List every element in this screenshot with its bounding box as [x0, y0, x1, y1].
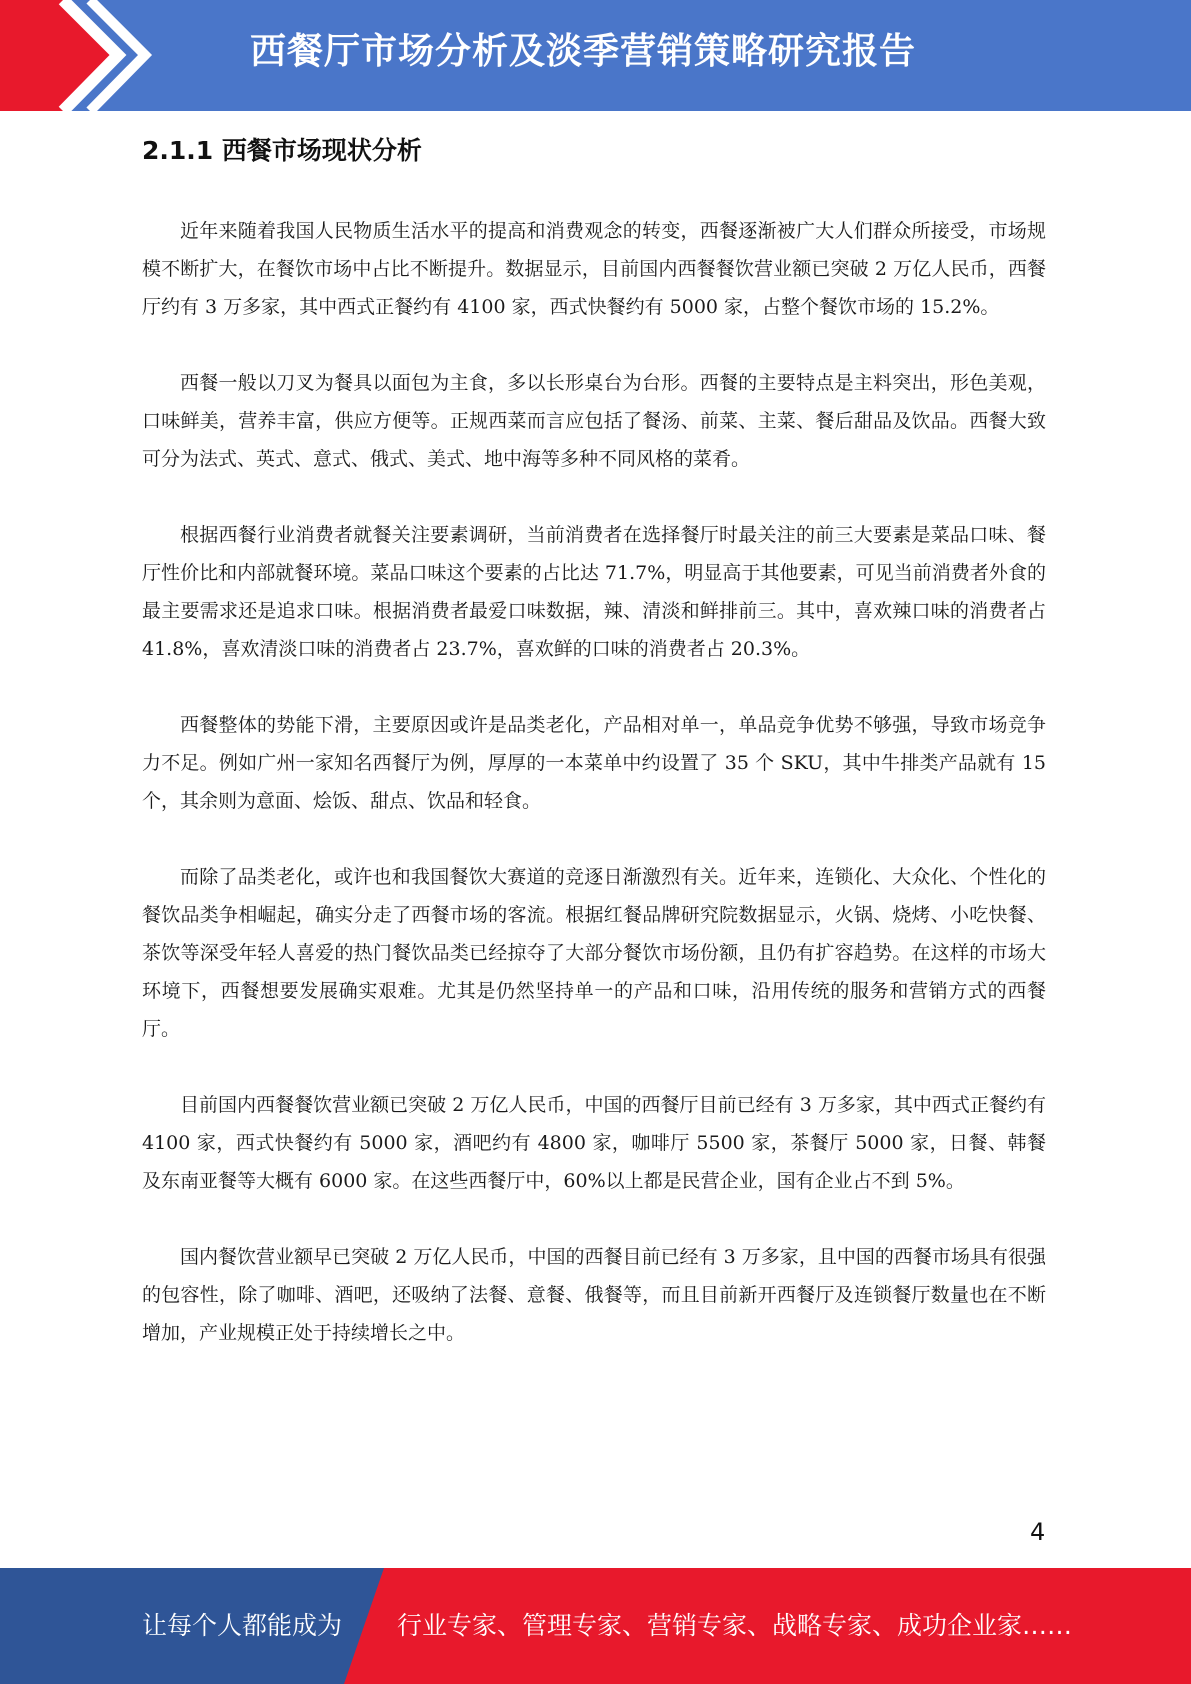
page-header: [0, 0, 1191, 111]
paragraph: 西餐整体的势能下滑，主要原因或许是品类老化，产品相对单一，单品竞争优势不够强，导致市场竞争力不足。例如广州一家知名西餐厅为例，厚厚的一本菜单中约设置了 35 个 SKU，其中牛排类产品就有 15 个，其余则为意面、烩饭、甜点、饮品和轻食。: [142, 714, 1046, 812]
paragraph: 西餐一般以刀叉为餐具以面包为主食，多以长形桌台为台形。西餐的主要特点是主料突出，形色美观，口味鲜美，营养丰富，供应方便等。正规西菜而言应包括了餐汤、前菜、主菜、餐后甜品及饮品。西餐大致可分为法式、英式、意式、俄式、美式、地中海等多种不同风格的菜肴。: [142, 372, 1046, 470]
paragraph: 近年来随着我国人民物质生活水平的提高和消费观念的转变，西餐逐渐被广大人们群众所接受，市场规模不断扩大，在餐饮市场中占比不断提升。数据显示，目前国内西餐餐饮营业额已突破 2 万亿人民币，西餐厅约有 3 万多家，其中西式正餐约有 4100 家，西式快餐约有 5000 家，占整个餐饮市场的 15.2%。: [142, 220, 1046, 318]
page-footer: [0, 1568, 1191, 1684]
page-number: 4: [1030, 1518, 1046, 1546]
chevron-arrow-icon: [0, 0, 160, 111]
paragraph: 而除了品类老化，或许也和我国餐饮大赛道的竞逐日渐激烈有关。近年来，连锁化、大众化、个性化的餐饮品类争相崛起，确实分走了西餐市场的客流。根据红餐品牌研究院数据显示，火锅、烧烤、小吃快餐、茶饮等深受年轻人喜爱的热门餐饮品类已经掠夺了大部分餐饮市场份额，且仍有扩容趋势。在这样的市场大环境下，西餐想要发展确实艰难。尤其是仍然坚持单一的产品和口味，沿用传统的服务和营销方式的西餐厅。: [142, 866, 1046, 1040]
body-text: [142, 212, 1046, 1390]
section-heading: 2.1.1 西餐市场现状分析: [142, 136, 422, 165]
report-title: 西餐厅市场分析及淡季营销策略研究报告: [250, 31, 917, 72]
paragraph: 目前国内西餐餐饮营业额已突破 2 万亿人民币，中国的西餐厅目前已经有 3 万多家，其中西式正餐约有 4100 家，西式快餐约有 5000 家，酒吧约有 4800 家，咖啡厅 5500 家，茶餐厅 5000 家，日餐、韩餐及东南亚餐等大概有 6000 家。在这些西餐厅中，60%以上都是民营企业，国有企业占不到 5%。: [142, 1094, 1046, 1192]
footer-roles: 行业专家、管理专家、营销专家、战略专家、成功企业家……: [397, 1611, 1073, 1640]
paragraph: 根据西餐行业消费者就餐关注要素调研，当前消费者在选择餐厅时最关注的前三大要素是菜品口味、餐厅性价比和内部就餐环境。菜品口味这个要素的占比达 71.7%，明显高于其他要素，可见当前消费者外食的最主要需求还是追求口味。根据消费者最爱口味数据，辣、清淡和鲜排前三。其中，喜欢辣口味的消费者占 41.8%，喜欢清淡口味的消费者占 23.7%，喜欢鲜的口味的消费者占 20.3%。: [142, 524, 1046, 660]
footer-slogan: 让每个人都能成为: [142, 1611, 343, 1640]
paragraph: 国内餐饮营业额早已突破 2 万亿人民币，中国的西餐目前已经有 3 万多家，且中国的西餐市场具有很强的包容性，除了咖啡、酒吧，还吸纳了法餐、意餐、俄餐等，而且目前新开西餐厅及连锁餐厅数量也在不断增加，产业规模正处于持续增长之中。: [142, 1246, 1046, 1344]
